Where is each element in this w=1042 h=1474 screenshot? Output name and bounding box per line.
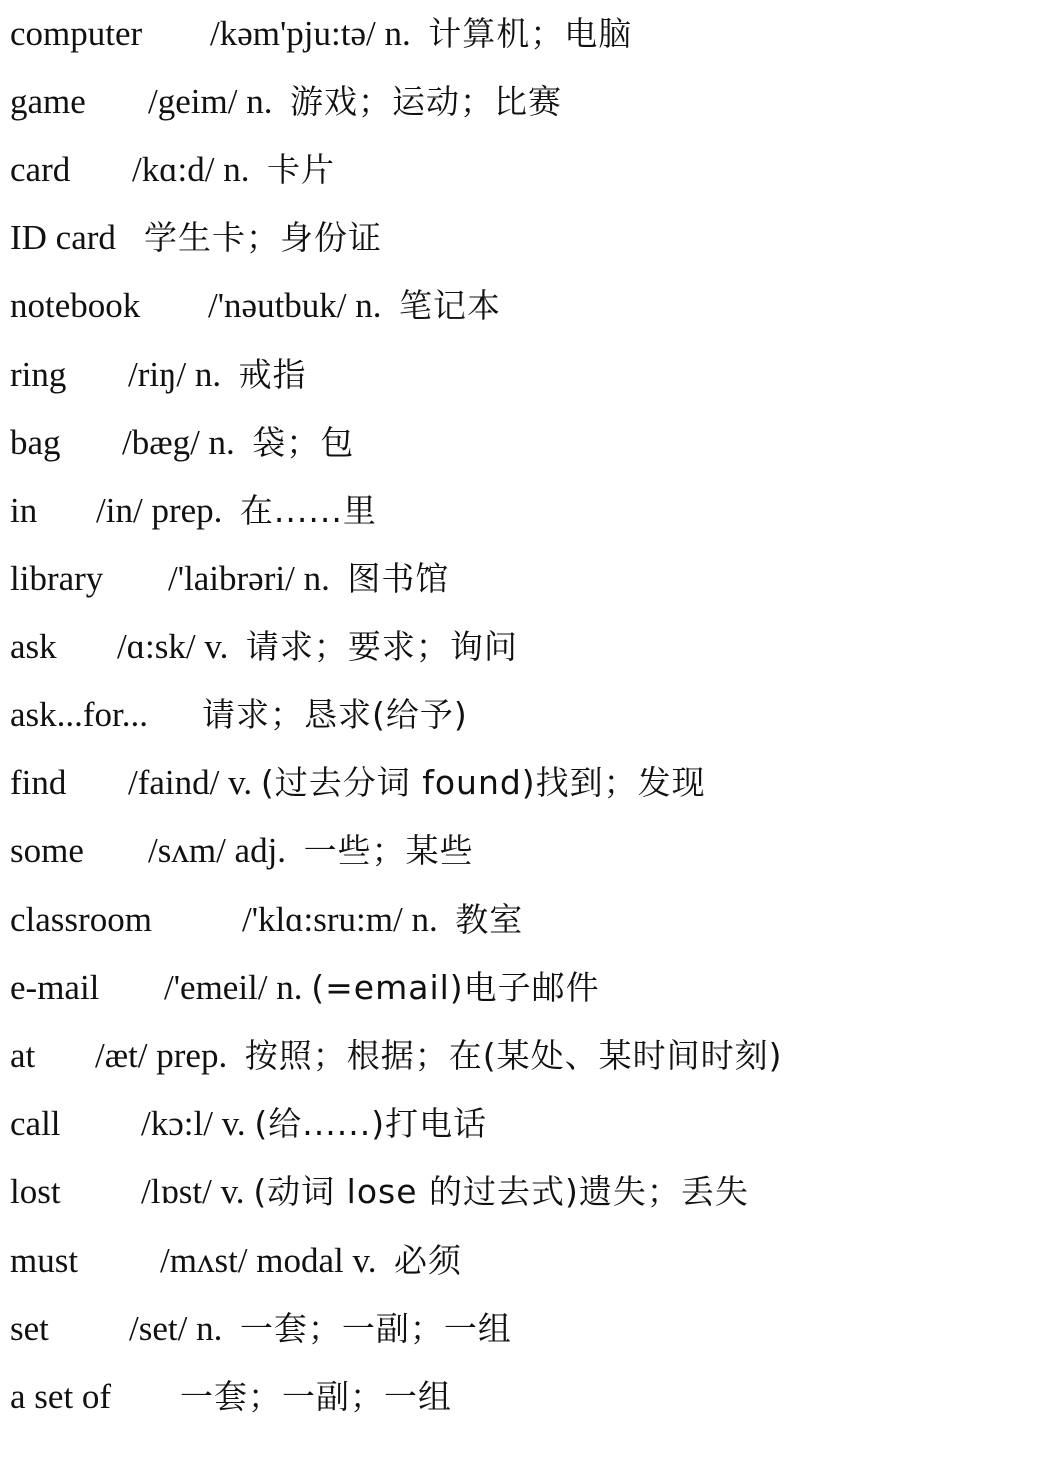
entry-pos: n. (196, 1309, 223, 1348)
entry-word: card (10, 150, 71, 189)
list-item (10, 1099, 487, 1149)
entry-word: find (10, 763, 67, 802)
entry-phonetic: /riŋ/ (128, 355, 187, 394)
entry-pos: adj. (234, 831, 287, 870)
entry-meaning: 卡片 (266, 150, 335, 189)
entry-phonetic: /geim/ (148, 82, 238, 121)
list-item (10, 622, 518, 672)
entry-pos: n. (355, 286, 382, 325)
entry-meaning: 请求；要求；询问 (245, 627, 518, 666)
entry-phonetic: /kɔ:l/ (141, 1104, 213, 1143)
list-item (10, 77, 562, 127)
entry-pos: n. (246, 82, 273, 121)
entry-meaning: (动词 lose 的过去式)遗失；丢失 (253, 1172, 749, 1211)
entry-word: at (10, 1036, 36, 1075)
list-item (10, 1372, 452, 1422)
entry-phonetic: /ɑ:sk/ (117, 627, 196, 666)
entry-phonetic: /kəm'pju:tə/ (210, 14, 376, 53)
entry-pos: n. (194, 355, 222, 394)
list-item (10, 1304, 512, 1354)
entry-meaning: 袋；包 (252, 423, 355, 462)
entry-word: lost (10, 1172, 61, 1211)
entry-word: in (10, 491, 38, 530)
entry-word: must (10, 1241, 79, 1280)
list-item (10, 281, 501, 331)
entry-meaning: (=email)电子邮件 (311, 968, 600, 1007)
list-item (10, 213, 382, 263)
entry-meaning: 游戏；运动；比赛 (289, 82, 562, 121)
list-item (10, 9, 632, 59)
entry-meaning: (过去分词 found)找到；发现 (260, 763, 706, 802)
entry-pos: n. (384, 14, 411, 53)
list-item (10, 1167, 749, 1217)
list-item (10, 690, 468, 740)
entry-word: some (10, 831, 84, 870)
list-item (10, 826, 474, 876)
entry-pos: prep. (151, 491, 223, 530)
entry-pos: n. (208, 423, 235, 462)
entry-meaning: 学生卡；身份证 (144, 218, 382, 257)
entry-pos: n. (303, 559, 330, 598)
entry-phonetic: /kɑ:d/ (132, 150, 215, 189)
entry-phonetic: /faind/ (128, 763, 220, 802)
list-item (10, 418, 354, 468)
entry-pos: v. (228, 763, 253, 802)
entry-phonetic: /'nəutbuk/ (208, 286, 347, 325)
list-item (10, 758, 706, 808)
entry-meaning: 戒指 (238, 355, 307, 394)
entry-meaning: 按照；根据；在(某处、某时间时刻) (244, 1036, 783, 1075)
entry-meaning: 一套；一副；一组 (239, 1309, 512, 1348)
entry-pos: v. (221, 1104, 246, 1143)
entry-phonetic: /lɒst/ (141, 1172, 212, 1211)
entry-word: ask...for... (10, 695, 149, 734)
entry-meaning: 一些；某些 (303, 831, 474, 870)
entry-word: call (10, 1104, 61, 1143)
entry-word: set (10, 1309, 49, 1348)
entry-meaning: 必须 (394, 1241, 462, 1280)
entry-pos: n. (223, 150, 250, 189)
entry-meaning: (给......)打电话 (254, 1104, 488, 1143)
entry-phonetic: /mʌst/ (160, 1241, 248, 1280)
entry-word: ID card (10, 218, 116, 257)
list-item (10, 1236, 462, 1286)
entry-meaning: 教室 (455, 900, 524, 939)
list-item (10, 1031, 782, 1081)
entry-meaning: 在......里 (239, 491, 377, 530)
entry-meaning: 一套；一副；一组 (180, 1377, 452, 1416)
entry-meaning: 请求；恳求(给予) (202, 695, 468, 734)
entry-word: classroom (10, 900, 152, 939)
entry-phonetic: /in/ (96, 491, 143, 530)
entry-word: ask (10, 627, 57, 666)
list-item (10, 895, 523, 945)
list-item (10, 486, 377, 536)
entry-pos: n. (276, 968, 303, 1007)
entry-phonetic: /bæg/ (122, 423, 200, 462)
list-item (10, 145, 335, 195)
list-item (10, 350, 307, 400)
entry-phonetic: /'klɑ:sru:m/ (242, 900, 403, 939)
entry-pos: v. (220, 1172, 245, 1211)
entry-phonetic: /'laibrəri/ (168, 559, 295, 598)
entry-word: notebook (10, 286, 141, 325)
entry-pos: modal v. (256, 1241, 377, 1280)
entry-word: computer (10, 14, 143, 53)
list-item (10, 554, 449, 604)
entry-phonetic: /sʌm/ (148, 831, 226, 870)
entry-word: game (10, 82, 86, 121)
entry-word: a set of (10, 1377, 112, 1416)
entry-phonetic: /set/ (129, 1309, 188, 1348)
entry-phonetic: /'emeil/ (164, 968, 268, 1007)
entry-phonetic: /æt/ (95, 1036, 148, 1075)
entry-pos: n. (411, 900, 438, 939)
entry-word: bag (10, 423, 61, 462)
list-item (10, 963, 600, 1013)
entry-pos: prep. (156, 1036, 228, 1075)
entry-meaning: 图书馆 (347, 559, 450, 598)
entry-word: e-mail (10, 968, 100, 1007)
entry-meaning: 计算机；电脑 (428, 14, 633, 53)
entry-meaning: 笔记本 (399, 286, 502, 325)
entry-word: library (10, 559, 104, 598)
entry-word: ring (10, 355, 67, 394)
entry-pos: v. (204, 627, 229, 666)
